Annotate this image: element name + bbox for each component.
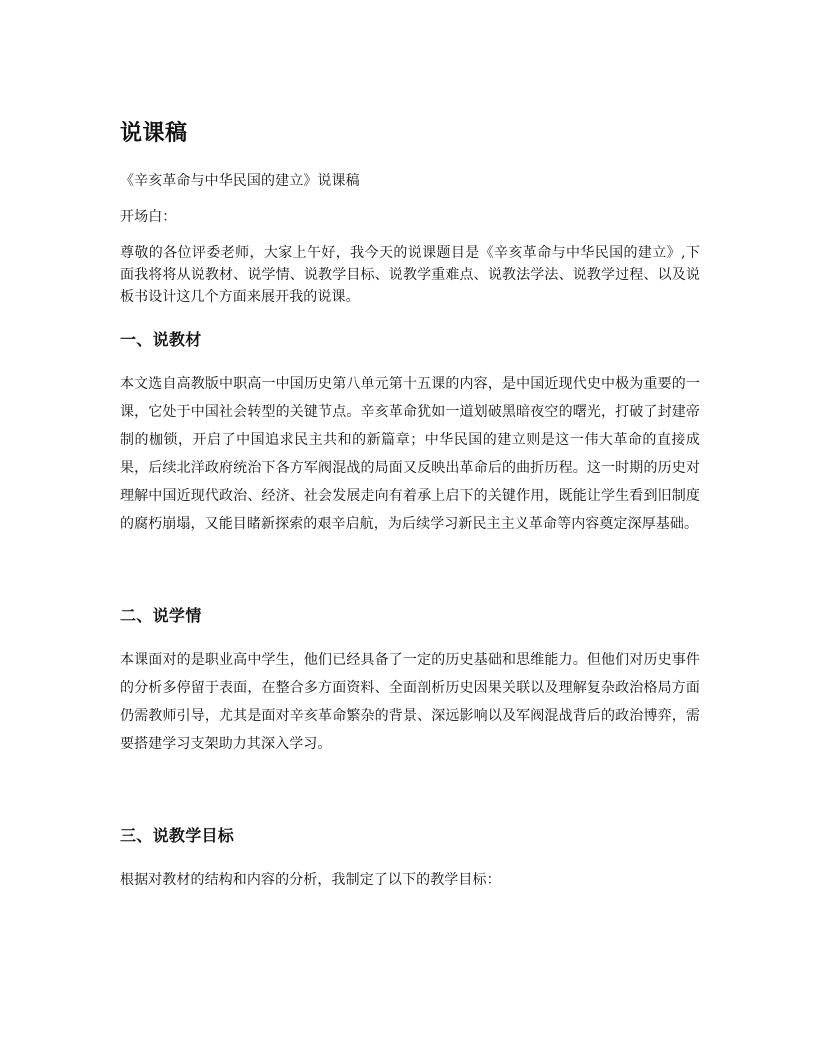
section-spacer xyxy=(120,538,700,586)
section-heading-objectives: 三、说教学目标 xyxy=(120,826,235,845)
section-paragraph-students: 本课面对的是职业高中学生，他们已经具备了一定的历史基础和思维能力。但他们对历史事件的分析多停留于表面，在整合多方面资料、全面剖析历史因果关联以及理解复杂政治格局方面仍需教师引导，尤其是面对辛亥革命繁杂的背景、深远影响以及军阀混战背后的政治博弈，需要搭建学习支架助力其深入学习。 xyxy=(120,652,700,752)
opening-label: 开场白： xyxy=(120,209,177,225)
section-heading-students: 二、说学情 xyxy=(120,606,202,625)
section-spacer xyxy=(120,758,700,806)
document-subtitle: 《辛亥革命与中华民国的建立》说课稿 xyxy=(120,173,360,189)
opening-paragraph: 尊敬的各位评委老师，大家上午好，我今天的说课题目是《辛亥革命与中华民国的建立》,下面我将将从说教材、说学情、说教学目标、说教学重难点、说教法学法、说教学过程、以及说板书设计这几个方面来展开我的说课。 xyxy=(120,245,700,305)
section-heading-textbook: 一、说教材 xyxy=(120,330,202,349)
document-title: 说课稿 xyxy=(120,121,188,146)
document-body xyxy=(120,118,700,894)
section-paragraph-textbook: 本文选自高教版中职高一中国历史第八单元第十五课的内容，是中国近现代史中极为重要的一课，它处于中国社会转型的关键节点。辛亥革命犹如一道划破黑暗夜空的曙光，打破了封建帝制的枷锁，开启了中国追求民主共和的新篇章；中华民国的建立则是这一伟大革命的直接成果，后续北洋政府统治下各方军阀混战的局面又反映出革命后的曲折历程。这一时期的历史对理解中国近现代政治、经济、社会发展走向有着承上启下的关键作用，既能让学生看到旧制度的腐朽崩塌，又能目睹新探索的艰辛启航，为后续学习新民主主义革命等内容奠定深厚基础。 xyxy=(120,376,700,532)
section-paragraph-objectives: 根据对教材的结构和内容的分析，我制定了以下的教学目标： xyxy=(120,872,501,888)
